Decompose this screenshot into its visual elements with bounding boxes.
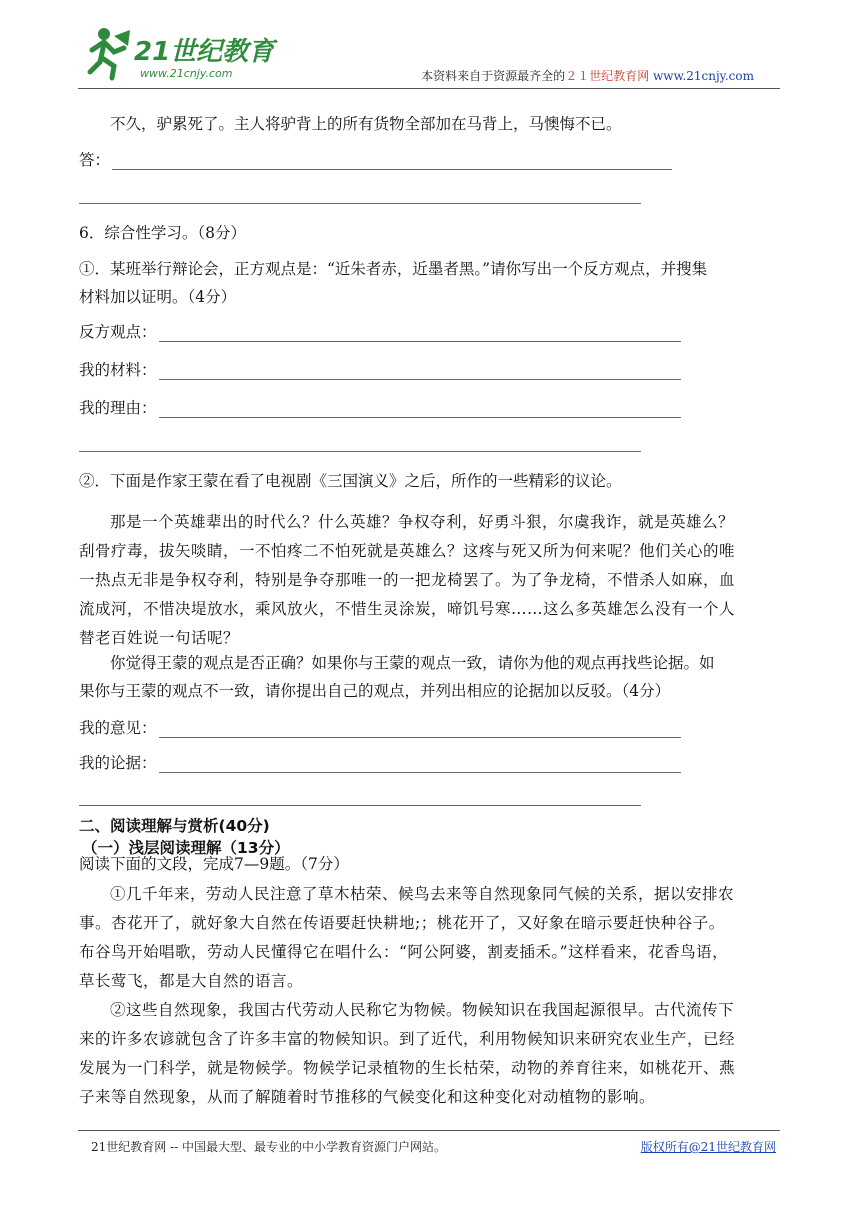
passage-para2-line3: 发展为一门科学，就是物候学。物候学记录植物的生长枯荣，动物的养育往来，如桃花开、燕	[79, 1059, 736, 1077]
header-divider	[78, 88, 780, 89]
reason-line-2[interactable]	[79, 451, 641, 452]
counter-view-row	[79, 320, 681, 342]
footer-copyright-link[interactable]: 版权所有@21世纪教育网	[640, 1140, 776, 1154]
footer-text: 21世纪教育网 -- 中国最大型、最专业的中小学教育资源门户网站。	[91, 1140, 447, 1154]
material-line[interactable]	[159, 361, 681, 380]
passage-para2-line2: 来的许多农谚就包含了许多丰富的物候知识。到了近代，利用物候知识来研究农业生产，已经	[79, 1030, 736, 1048]
reason-line[interactable]	[159, 399, 681, 418]
q6-title: 6．综合性学习。（8分）	[79, 224, 246, 242]
site-logo	[84, 22, 284, 84]
counter-view-label: 反方观点：	[79, 323, 157, 341]
quote-line-4: 流成河，不惜决堤放水，乘风放火，不惜生灵涂炭，啼饥号寒……这么多英雄怎么没有一个人	[79, 600, 736, 618]
quote-line-2: 刮骨疗毒，拔矢啖睛，一不怕疼二不怕死就是英雄么？这疼与死又所为何来呢？他们关心的唯	[79, 542, 736, 560]
section2-instruction: 阅读下面的文段，完成7—9题。（7分）	[79, 855, 349, 873]
passage-para1-line1: ①几千年来，劳动人民注意了草木枯荣、候鸟去来等自然现象同气候的关系，据以安排农	[110, 885, 735, 903]
header-note-prefix: 本资料来自于资源最齐全的	[421, 69, 566, 83]
opinion-line[interactable]	[159, 719, 681, 738]
answer-row	[79, 148, 672, 170]
q6-question-line2: 果你与王蒙的观点不一致，请你提出自己的观点，并列出相应的论据加以反驳。（4分）	[79, 682, 671, 700]
evidence-line-2[interactable]	[79, 805, 641, 806]
logo-url: www.21cnjy.com	[140, 67, 233, 80]
evidence-label: 我的论据：	[79, 754, 157, 772]
reason-row	[79, 396, 681, 418]
passage-para1-line2: 事。杏花开了，就好象大自然在传语要赶快耕地;；桃花开了，又好象在暗示要赶快种谷子。	[79, 914, 725, 932]
header-note	[421, 67, 754, 84]
opinion-row	[79, 716, 681, 738]
story-ending: 不久，驴累死了。主人将驴背上的所有货物全部加在马背上，马懊悔不已。	[110, 115, 622, 133]
passage-para2-line4: 子来等自然现象，从而了解随着时节推移的气候变化和这种变化对动植物的影响。	[79, 1088, 656, 1106]
footer-divider	[78, 1130, 780, 1131]
evidence-row	[79, 751, 681, 773]
section2-title: 二、阅读理解与赏析(40分)	[79, 817, 270, 835]
header-note-site[interactable]: ２１世纪教育网	[565, 69, 650, 83]
counter-view-line[interactable]	[159, 323, 681, 342]
q6-part2-title: ②．下面是作家王蒙在看了电视剧《三国演义》之后，所作的一些精彩的议论。	[79, 472, 622, 490]
runner-icon	[90, 28, 130, 78]
passage-para1-line3: 布谷鸟开始唱歌，劳动人民懂得它在唱什么：“阿公阿婆，割麦插禾。”这样看来，花香鸟语，	[79, 943, 729, 961]
quote-line-1: 那是一个英雄辈出的时代么？什么英雄？争权夺利，好勇斗狠，尔虞我诈，就是英雄么？	[110, 513, 735, 531]
material-label: 我的材料：	[79, 361, 157, 379]
answer-line-2[interactable]	[79, 203, 641, 204]
evidence-line[interactable]	[159, 754, 681, 773]
q6-part1-line2: 材料加以证明。（4分）	[79, 288, 237, 306]
quote-line-3: 一热点无非是争权夺利，特别是争夺那唯一的一把龙椅罢了。为了争龙椅，不惜杀人如麻，血	[79, 571, 736, 589]
q6-part1-line1: ①．某班举行辩论会，正方观点是：“近朱者赤，近墨者黑。”请你写出一个反方观点，并搜集	[79, 260, 708, 278]
answer-line[interactable]	[112, 151, 672, 170]
opinion-label: 我的意见：	[79, 719, 157, 737]
header-note-url[interactable]: www.21cnjy.com	[653, 69, 754, 83]
q6-question-line1: 你觉得王蒙的观点是否正确？如果你与王蒙的观点一致，请你为他的观点再找些论据。如	[110, 654, 715, 672]
logo-text: 21世纪教育	[134, 37, 275, 67]
passage-para2-line1: ②这些自然现象，我国古代劳动人民称它为物候。物候知识在我国起源很早。古代流传下	[110, 1001, 735, 1019]
answer-label: 答：	[79, 151, 111, 169]
passage-para1-line4: 草长莺飞，都是大自然的语言。	[79, 972, 304, 990]
section2-subtitle: （一）浅层阅读理解（13分）	[82, 839, 290, 857]
reason-label: 我的理由：	[79, 399, 157, 417]
quote-line-5: 替老百姓说一句话呢？	[79, 629, 240, 647]
material-row	[79, 358, 681, 380]
